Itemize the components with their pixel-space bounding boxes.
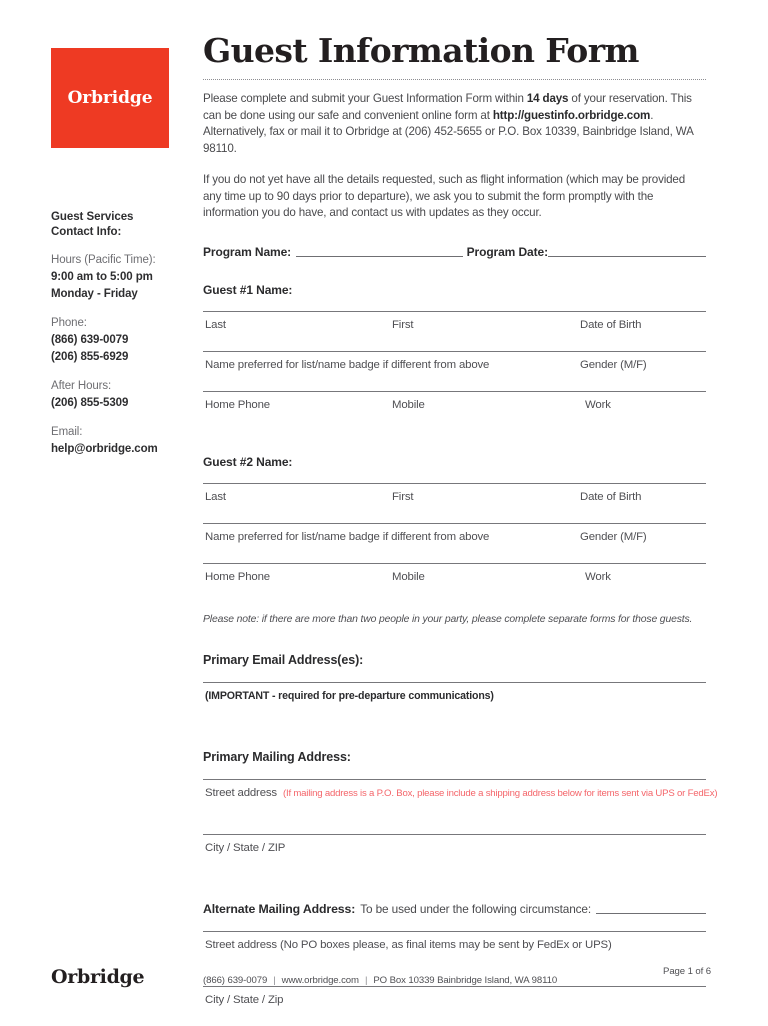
intro-p1-bold-days: 14 days xyxy=(526,92,569,105)
guest2-home-phone-label: Home Phone xyxy=(205,570,270,583)
guest2-first-label: First xyxy=(392,490,414,503)
guest2-fields xyxy=(203,483,706,603)
guest1-row-phones[interactable] xyxy=(203,391,706,431)
guest2-row-badge[interactable] xyxy=(203,523,706,563)
party-size-note: Please note: if there are more than two people in your party, please complete separate forms for those guests. xyxy=(203,613,693,625)
guest1-home-phone-label: Home Phone xyxy=(205,398,270,411)
guest1-work-label: Work xyxy=(585,398,611,411)
contact-heading-line1: Guest Services xyxy=(51,211,134,223)
program-date-label: Program Date: xyxy=(466,244,548,259)
footer-logo: Orbridge xyxy=(51,966,145,988)
phone-value-local: (206) 855-6929 xyxy=(51,351,129,363)
primary-city-input[interactable] xyxy=(203,834,706,874)
alternate-city-input[interactable] xyxy=(203,986,706,1026)
guest2-last-label: Last xyxy=(205,490,226,503)
guest2-gender-label: Gender (M/F) xyxy=(580,530,647,543)
footer-contact-info xyxy=(203,975,557,986)
footer-separator-2: | xyxy=(364,975,368,986)
intro-p1-post: . Alternatively, fax or mail it to Orbridge at (206) 452-5655 or P.O. Box 10339, Bainbridge Island, WA 98110. xyxy=(203,108,694,155)
intro-p1-pre: Please complete and submit your Guest Information Form within xyxy=(203,92,527,105)
intro-paragraph-1 xyxy=(203,91,706,157)
guest2-mobile-label: Mobile xyxy=(392,570,425,583)
hours-group xyxy=(51,252,196,303)
alternate-city-label: City / State / Zip xyxy=(205,993,284,1006)
orbridge-logo xyxy=(51,48,169,148)
hours-value-time: 9:00 am to 5:00 pm xyxy=(51,271,153,283)
guest2-preferred-name-label: Name preferred for list/name badge if different from above xyxy=(205,530,490,543)
primary-email-heading: Primary Email Address(es): xyxy=(203,652,364,667)
alternate-address-circumstance-input[interactable] xyxy=(596,902,706,914)
guest1-row-badge[interactable] xyxy=(203,351,706,391)
phone-label: Phone: xyxy=(51,317,87,329)
guest1-mobile-label: Mobile xyxy=(392,398,425,411)
after-hours-label: After Hours: xyxy=(51,380,112,392)
guest2-heading: Guest #2 Name: xyxy=(203,454,293,469)
guest1-preferred-name-label: Name preferred for list/name badge if different from above xyxy=(205,358,490,371)
guest1-row-name[interactable] xyxy=(203,311,706,351)
page-title: Guest Information Form xyxy=(203,31,639,70)
footer-address: PO Box 10339 Bainbridge Island, WA 98110 xyxy=(373,975,558,986)
orbridge-logo-text: Orbridge xyxy=(67,88,153,108)
primary-city-label: City / State / ZIP xyxy=(205,841,286,854)
intro-paragraph-2: If you do not yet have all the details requested, such as flight information (which may be provided any time up to 90 days prior to departure), we ask you to submit the form promptly with the information you do have, and contact us with updates as they occur. xyxy=(203,173,686,219)
program-name-input[interactable] xyxy=(296,245,463,257)
email-label: Email: xyxy=(51,426,83,438)
footer-website[interactable]: www.orbridge.com xyxy=(281,975,359,986)
program-date-input[interactable] xyxy=(548,245,706,257)
sidebar xyxy=(51,48,191,458)
guest1-heading: Guest #1 Name: xyxy=(203,282,293,297)
footer-phone: (866) 639-0079 xyxy=(203,975,268,986)
alternate-address-circumstance-label: To be used under the following circumstance: xyxy=(360,901,592,916)
guest2-work-label: Work xyxy=(585,570,611,583)
email-group xyxy=(51,424,196,458)
guest1-fields xyxy=(203,311,706,431)
primary-street-input[interactable] xyxy=(203,779,718,819)
email-value: help@orbridge.com xyxy=(51,443,158,455)
alternate-address-heading-row xyxy=(203,902,706,916)
guest1-first-label: First xyxy=(392,318,414,331)
primary-email-input[interactable] xyxy=(203,682,706,722)
primary-address-heading: Primary Mailing Address: xyxy=(203,749,351,764)
footer-page-number: Page 1 of 6 xyxy=(663,966,711,977)
guest1-gender-label: Gender (M/F) xyxy=(580,358,647,371)
guest2-row-name[interactable] xyxy=(203,483,706,523)
guest1-last-label: Last xyxy=(205,318,226,331)
primary-email-note: (IMPORTANT - required for pre-departure communications) xyxy=(205,689,494,702)
main-content xyxy=(203,30,718,1026)
primary-street-label-wrap xyxy=(205,787,717,799)
guest-services-contact-block xyxy=(51,210,196,458)
title-divider xyxy=(203,79,706,80)
primary-street-label: Street address xyxy=(205,786,277,799)
guest1-dob-label: Date of Birth xyxy=(580,318,642,331)
after-hours-group xyxy=(51,378,196,412)
hours-value-days: Monday - Friday xyxy=(51,288,138,300)
alternate-address-heading: Alternate Mailing Address: xyxy=(203,901,356,916)
program-row xyxy=(203,245,706,259)
phone-group xyxy=(51,315,196,366)
alternate-street-input[interactable] xyxy=(203,931,706,971)
contact-heading-line2: Contact Info: xyxy=(51,226,122,238)
guest2-dob-label: Date of Birth xyxy=(580,490,642,503)
after-hours-value: (206) 855-5309 xyxy=(51,397,129,409)
intro-p1-mid: of your reservation. This can be done using our safe and convenient online form at xyxy=(203,92,692,122)
hours-label: Hours (Pacific Time): xyxy=(51,254,156,266)
alternate-street-label: Street address (No PO boxes please, as final items may be sent by FedEx or UPS) xyxy=(205,938,612,951)
program-name-label: Program Name: xyxy=(203,244,292,259)
primary-street-red-note: (If mailing address is a P.O. Box, please include a shipping address below for items sent via UPS or FedEx) xyxy=(282,787,718,799)
page-footer xyxy=(51,966,711,988)
footer-separator-1: | xyxy=(273,975,276,986)
intro-p1-bold-url: http://guestinfo.orbridge.com xyxy=(492,108,651,122)
phone-value-toll-free: (866) 639-0079 xyxy=(51,334,129,346)
guest2-row-phones[interactable] xyxy=(203,563,706,603)
